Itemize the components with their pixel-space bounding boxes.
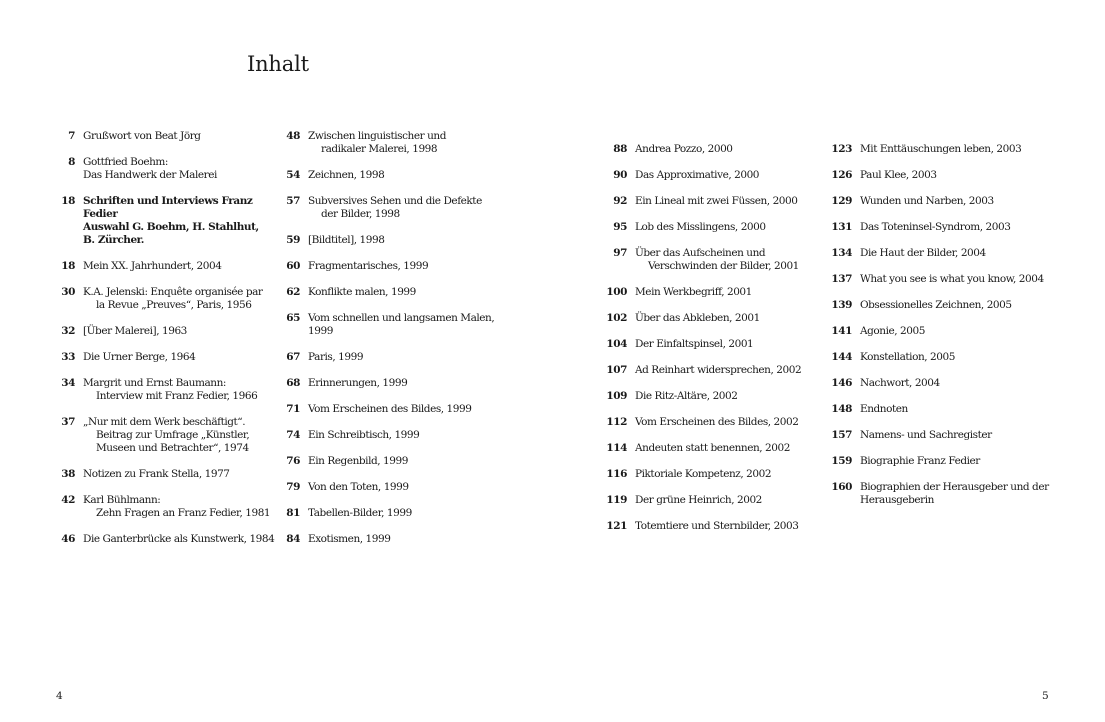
toc-entry-title	[635, 221, 840, 234]
toc-entry-line: Verschwinden der Bilder, 2001	[648, 260, 799, 272]
toc-entry-title	[83, 533, 288, 546]
toc-column-4	[825, 143, 1065, 520]
toc-entry-title	[860, 247, 1065, 260]
toc-entry-title	[308, 286, 513, 299]
toc-entry-line: Endnoten	[860, 403, 908, 415]
toc-page-number: 139	[831, 299, 852, 311]
toc-entry	[825, 299, 1065, 312]
toc-entry-line: Notizen zu Frank Stella, 1977	[83, 468, 230, 480]
toc-page-number: 76	[286, 455, 300, 467]
toc-entry-title	[635, 338, 840, 351]
toc-entry-line: Andeuten statt benennen, 2002	[635, 442, 790, 454]
toc-entry-title	[635, 286, 840, 299]
toc-entry-title	[308, 312, 513, 338]
toc-page-number: 42	[61, 494, 75, 506]
toc-entry-title	[860, 455, 1065, 468]
toc-entry-line: Subversives Sehen und die Defekte	[308, 195, 482, 207]
toc-entry	[600, 416, 840, 429]
toc-page-number: 121	[606, 520, 627, 532]
toc-entry-title	[308, 403, 513, 416]
toc-entry-title	[308, 260, 513, 273]
toc-page-number: 71	[286, 403, 300, 415]
toc-page-number: 119	[606, 494, 627, 506]
toc-entry-title	[308, 195, 513, 221]
toc-entry-line: Gottfried Boehm:	[83, 156, 168, 168]
toc-entry	[825, 403, 1065, 416]
toc-entry	[273, 533, 513, 546]
toc-entry-line: Von den Toten, 1999	[308, 481, 409, 493]
toc-page-number: 57	[286, 195, 300, 207]
toc-entry-title	[308, 351, 513, 364]
toc-entry-title	[308, 455, 513, 468]
toc-entry	[825, 455, 1065, 468]
toc-entry-line: Biographien der Herausgeber und der	[860, 481, 1049, 493]
toc-entry-title	[83, 260, 288, 273]
toc-entry-line: Nachwort, 2004	[860, 377, 940, 389]
toc-entry-line: Ein Regenbild, 1999	[308, 455, 408, 467]
toc-entry-title	[635, 390, 840, 403]
toc-entry	[48, 533, 288, 546]
toc-page-number: 126	[831, 169, 852, 181]
toc-entry	[825, 247, 1065, 260]
toc-entry	[600, 247, 840, 273]
toc-page-number: 68	[286, 377, 300, 389]
toc-entry	[273, 195, 513, 221]
toc-entry-title	[635, 520, 840, 533]
toc-entry-line: Totemtiere und Sternbilder, 2003	[635, 520, 799, 532]
toc-entry-title	[308, 481, 513, 494]
toc-entry-line: B. Zürcher.	[83, 234, 144, 246]
toc-page-number: 48	[286, 130, 300, 142]
toc-page-number: 59	[286, 234, 300, 246]
toc-entry	[600, 169, 840, 182]
toc-entry-line: Die Haut der Bilder, 2004	[860, 247, 986, 259]
page-number-right: 5	[1042, 690, 1049, 702]
toc-entry-line: [Bildtitel], 1998	[308, 234, 385, 246]
toc-page-number: 107	[606, 364, 627, 376]
toc-entry	[600, 364, 840, 377]
toc-entry-line: Museen und Betrachter“, 1974	[96, 442, 249, 454]
toc-entry-title	[635, 416, 840, 429]
toc-entry-line: la Revue „Preuves“, Paris, 1956	[96, 299, 252, 311]
toc-page-number: 134	[831, 247, 852, 259]
toc-entry-title	[635, 468, 840, 481]
toc-page-number: 34	[61, 377, 75, 389]
toc-entry	[273, 403, 513, 416]
toc-page-number: 116	[606, 468, 627, 480]
toc-page-number: 74	[286, 429, 300, 441]
toc-entry-line: Paris, 1999	[308, 351, 364, 363]
toc-entry	[825, 195, 1065, 208]
toc-page-number: 141	[831, 325, 852, 337]
toc-entry	[825, 377, 1065, 390]
toc-column-2	[273, 130, 513, 559]
toc-entry	[600, 286, 840, 299]
toc-entry	[48, 156, 288, 182]
toc-entry-title	[308, 507, 513, 520]
toc-page-number: 18	[61, 260, 75, 272]
toc-entry-line: Ein Lineal mit zwei Füssen, 2000	[635, 195, 798, 207]
toc-entry-title	[635, 442, 840, 455]
toc-entry-line: Ein Schreibtisch, 1999	[308, 429, 420, 441]
toc-entry-title	[635, 364, 840, 377]
toc-page-number: 157	[831, 429, 852, 441]
toc-entry-line: Ad Reinhart widersprechen, 2002	[635, 364, 802, 376]
toc-entry-line: Der grüne Heinrich, 2002	[635, 494, 762, 506]
toc-entry	[600, 442, 840, 455]
toc-entry-title	[860, 403, 1065, 416]
toc-entry	[273, 481, 513, 494]
toc-entry-title	[308, 169, 513, 182]
toc-page-number: 146	[831, 377, 852, 389]
toc-page-number: 62	[286, 286, 300, 298]
toc-entry-title	[308, 234, 513, 247]
toc-entry-line: Der Einfaltspinsel, 2001	[635, 338, 754, 350]
toc-entry-line: Mein Werkbegriff, 2001	[635, 286, 752, 298]
toc-page-number: 97	[613, 247, 627, 259]
toc-entry-line: Mit Enttäuschungen leben, 2003	[860, 143, 1022, 155]
toc-entry-line: Exotismen, 1999	[308, 533, 391, 545]
toc-entry-title	[83, 416, 288, 455]
toc-entry	[273, 260, 513, 273]
toc-page-number: 160	[831, 481, 852, 493]
toc-entry-line: Das Toteninsel-Syndrom, 2003	[860, 221, 1011, 233]
toc-entry-line: Beitrag zur Umfrage „Künstler,	[96, 429, 250, 441]
toc-entry	[600, 520, 840, 533]
toc-entry-line: Mein XX. Jahrhundert, 2004	[83, 260, 222, 272]
toc-page-number: 100	[606, 286, 627, 298]
toc-page-number: 18	[61, 195, 75, 207]
toc-entry	[600, 338, 840, 351]
toc-entry	[600, 221, 840, 234]
toc-entry-title	[860, 429, 1065, 442]
toc-entry-title	[83, 130, 288, 143]
toc-entry-line: K.A. Jelenski: Enquête organisée par	[83, 286, 263, 298]
toc-page-number: 32	[61, 325, 75, 337]
toc-entry-line: Vom Erscheinen des Bildes, 1999	[308, 403, 472, 415]
toc-entry	[600, 312, 840, 325]
toc-entry-line: Fragmentarisches, 1999	[308, 260, 429, 272]
toc-entry-line: Margrit und Ernst Baumann:	[83, 377, 226, 389]
toc-entry-title	[860, 299, 1065, 312]
toc-page-number: 37	[61, 416, 75, 428]
toc-entry-title	[83, 325, 288, 338]
toc-entry	[600, 390, 840, 403]
toc-entry-line: Das Approximative, 2000	[635, 169, 760, 181]
toc-entry-line: Zeichnen, 1998	[308, 169, 385, 181]
toc-entry-title	[635, 312, 840, 325]
toc-entry-line: Zehn Fragen an Franz Fedier, 1981	[96, 507, 271, 519]
toc-entry	[48, 494, 288, 520]
toc-entry-title	[860, 273, 1065, 286]
toc-page-number: 129	[831, 195, 852, 207]
toc-entry	[825, 221, 1065, 234]
toc-entry-line: Die Urner Berge, 1964	[83, 351, 196, 363]
toc-column-1	[48, 130, 288, 559]
toc-entry	[48, 416, 288, 455]
toc-entry	[273, 312, 513, 338]
toc-entry	[825, 351, 1065, 364]
toc-entry-title	[635, 169, 840, 182]
toc-page-number: 112	[606, 416, 627, 428]
toc-entry-line: Biographie Franz Fedier	[860, 455, 980, 467]
toc-entry-line: Vom schnellen und langsamen Malen, 1999	[308, 312, 495, 337]
toc-entry-line: Das Handwerk der Malerei	[83, 169, 217, 181]
toc-entry-title	[860, 143, 1065, 156]
toc-page-number: 38	[61, 468, 75, 480]
toc-entry-line: Schriften und Interviews Franz Fedier	[83, 195, 253, 220]
toc-entry-title	[308, 533, 513, 546]
toc-entry-title	[83, 286, 288, 312]
toc-entry-line: Lob des Misslingens, 2000	[635, 221, 766, 233]
toc-entry-line: Paul Klee, 2003	[860, 169, 937, 181]
toc-page-number: 90	[613, 169, 627, 181]
toc-page-number: 7	[68, 130, 75, 142]
toc-entry-line: What you see is what you know, 2004	[860, 273, 1044, 285]
toc-page-number: 60	[286, 260, 300, 272]
toc-page-number: 148	[831, 403, 852, 415]
toc-entry-title	[860, 377, 1065, 390]
toc-page-number: 114	[606, 442, 627, 454]
toc-entry	[273, 377, 513, 390]
toc-entry-line: Erinnerungen, 1999	[308, 377, 408, 389]
toc-page-number: 109	[606, 390, 627, 402]
toc-page-number: 102	[606, 312, 627, 324]
toc-page-number: 144	[831, 351, 852, 363]
toc-entry-line: Zwischen linguistischer und	[308, 130, 446, 142]
toc-entry-line: Vom Erscheinen des Bildes, 2002	[635, 416, 799, 428]
toc-entry	[273, 351, 513, 364]
toc-entry	[825, 273, 1065, 286]
toc-page-number: 54	[286, 169, 300, 181]
toc-page-number: 84	[286, 533, 300, 545]
toc-entry-title	[83, 377, 288, 403]
toc-entry-title	[860, 169, 1065, 182]
toc-entry	[273, 234, 513, 247]
toc-page-number: 88	[613, 143, 627, 155]
toc-entry	[825, 325, 1065, 338]
toc-entry-title	[308, 377, 513, 390]
toc-entry-title	[308, 130, 513, 156]
toc-entry-line: Über das Aufscheinen und	[635, 247, 766, 259]
toc-entry-title	[860, 351, 1065, 364]
toc-page-number: 65	[286, 312, 300, 324]
toc-entry-line: Auswahl G. Boehm, H. Stahlhut,	[83, 221, 259, 233]
toc-entry-line: Karl Bühlmann:	[83, 494, 161, 506]
toc-entry	[825, 481, 1065, 507]
toc-entry	[48, 468, 288, 481]
toc-entry-title	[635, 494, 840, 507]
toc-page-number: 123	[831, 143, 852, 155]
toc-entry-line: Konstellation, 2005	[860, 351, 955, 363]
toc-entry-line: Konflikte malen, 1999	[308, 286, 416, 298]
toc-entry	[825, 429, 1065, 442]
toc-entry	[273, 507, 513, 520]
toc-entry-title	[83, 156, 288, 182]
toc-page-number: 92	[613, 195, 627, 207]
toc-entry-line: Die Ganterbrücke als Kunstwerk, 1984	[83, 533, 275, 545]
toc-entry-title	[860, 481, 1065, 507]
toc-entry	[600, 468, 840, 481]
toc-page-number: 8	[68, 156, 75, 168]
toc-entry-line: Die Ritz-Altäre, 2002	[635, 390, 738, 402]
toc-page-number: 104	[606, 338, 627, 350]
toc-entry-line: Über das Abkleben, 2001	[635, 312, 760, 324]
toc-page-number: 81	[286, 507, 300, 519]
toc-entry	[273, 130, 513, 156]
toc-entry	[273, 286, 513, 299]
toc-entry-line: Obsessionelles Zeichnen, 2005	[860, 299, 1012, 311]
toc-entry-line: der Bilder, 1998	[321, 208, 400, 220]
toc-entry-title	[860, 325, 1065, 338]
toc-entry	[273, 169, 513, 182]
toc-entry	[48, 195, 288, 247]
toc-entry	[48, 130, 288, 143]
toc-entry	[825, 169, 1065, 182]
toc-entry	[273, 455, 513, 468]
toc-entry-line: Wunden und Narben, 2003	[860, 195, 994, 207]
toc-entry-line: Namens- und Sachregister	[860, 429, 992, 441]
toc-entry	[600, 143, 840, 156]
toc-page-number: 131	[831, 221, 852, 233]
toc-entry-line: Interview mit Franz Fedier, 1966	[96, 390, 258, 402]
toc-entry-line: [Über Malerei], 1963	[83, 325, 187, 337]
toc-entry	[825, 143, 1065, 156]
toc-entry-title	[83, 494, 288, 520]
toc-entry	[48, 325, 288, 338]
toc-page-number: 30	[61, 286, 75, 298]
toc-entry-title	[860, 195, 1065, 208]
toc-page-number: 137	[831, 273, 852, 285]
toc-entry-line: Piktoriale Kompetenz, 2002	[635, 468, 772, 480]
toc-entry	[48, 260, 288, 273]
toc-page-number: 79	[286, 481, 300, 493]
toc-page-number: 33	[61, 351, 75, 363]
toc-entry-line: Grußwort von Beat Jörg	[83, 130, 201, 142]
toc-entry	[48, 286, 288, 312]
toc-page-number: 159	[831, 455, 852, 467]
toc-entry-title	[860, 221, 1065, 234]
toc-page-number: 67	[286, 351, 300, 363]
toc-entry-title	[83, 351, 288, 364]
toc-entry-line: Herausgeberin	[860, 494, 934, 506]
toc-entry-line: radikaler Malerei, 1998	[321, 143, 438, 155]
toc-entry-title	[308, 429, 513, 442]
toc-entry-line: Andrea Pozzo, 2000	[635, 143, 733, 155]
toc-entry-title	[635, 143, 840, 156]
toc-entry-line: „Nur mit dem Werk beschäftigt“.	[83, 416, 246, 428]
toc-entry	[273, 429, 513, 442]
toc-entry-title	[635, 247, 840, 273]
page-title: Inhalt	[247, 52, 309, 76]
toc-entry	[48, 377, 288, 403]
toc-entry-line: Tabellen-Bilder, 1999	[308, 507, 412, 519]
toc-page-number: 95	[613, 221, 627, 233]
toc-page-number: 46	[61, 533, 75, 545]
toc-column-3	[600, 143, 840, 546]
toc-entry-title	[635, 195, 840, 208]
toc-entry-line: Agonie, 2005	[860, 325, 925, 337]
toc-entry-title	[83, 195, 288, 247]
page-number-left: 4	[56, 690, 63, 702]
toc-entry-title	[83, 468, 288, 481]
toc-entry	[600, 494, 840, 507]
toc-entry	[600, 195, 840, 208]
toc-entry	[48, 351, 288, 364]
